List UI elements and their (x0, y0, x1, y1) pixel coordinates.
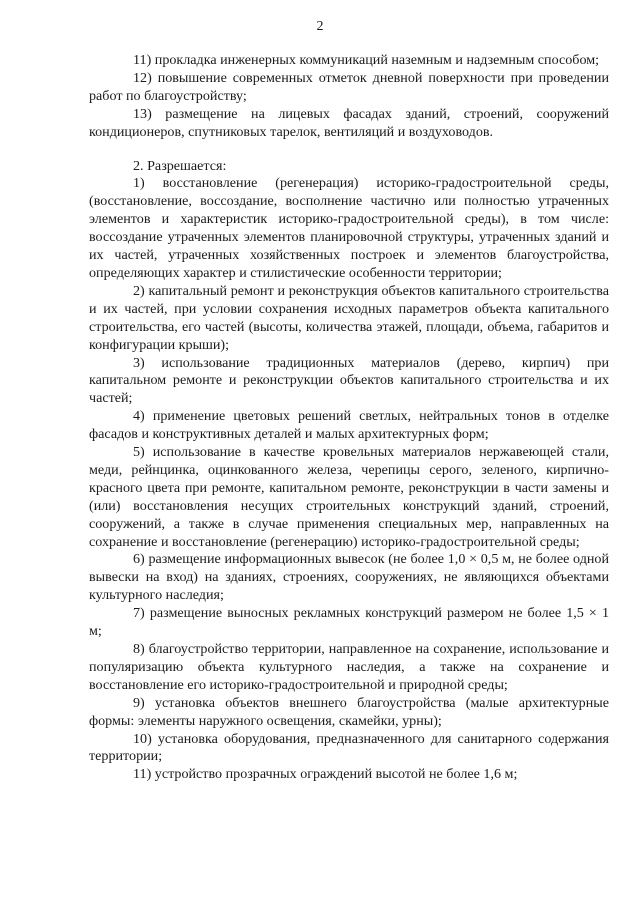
allowed-item-5: 5) использование в качестве кровельных материалов нержавеющей стали, меди, рейнцинка, оцинкованного железа, черепицы серого, зеленого, кирпично-красного цвета при ремонте, капитальном ремонте, реконструкции в части замены и (или) восстановления несущих строительных конструкций зданий, строений, сооружений, а также в случае применения специальных мер, направленных на сохранение и восстановление (регенерацию) историко-градостроительной среды; (89, 444, 609, 550)
prohibited-item-13: 13) размещение на лицевых фасадах зданий, строений, сооружений кондиционеров, спутниковых тарелок, вентиляций и воздуховодов. (89, 105, 609, 140)
allowed-item-6: 6) размещение информационных вывесок (не более 1,0 × 0,5 м, не более одной вывески на вход) на зданиях, строениях, сооружениях, не являющихся объектами культурного наследия; (89, 551, 609, 604)
document-body (89, 52, 609, 784)
allowed-item-10: 10) установка оборудования, предназначенного для санитарного содержания территории; (89, 730, 609, 765)
prohibited-item-11: 11) прокладка инженерных коммуникаций наземным и надземным способом; (133, 52, 600, 68)
allowed-item-8: 8) благоустройство территории, направленное на сохранение, использование и популяризацию объекта культурного наследия, а также на сохранение и восстановление его историко-градостроительной и природной среды; (89, 641, 609, 693)
allowed-item-7: 7) размещение выносных рекламных конструкций размером не более 1,5 × 1 м; (89, 605, 609, 640)
allowed-item-9: 9) установка объектов внешнего благоустройства (малые архитектурные формы: элементы наружного освещения, скамейки, урны); (89, 694, 609, 729)
allowed-item-1: 1) восстановление (регенерация) историко-градостроительной среды, (восстановление, воссоздание, восполнение частично или полностью утраченных элементов и характеристик историко-градостроительной среды), в том числе: воссоздание утраченных элементов планировочной структуры, утраченных зданий и их частей, утраченных хозяйственных построек и элементов благоустройства, определяющих характер и стилистические особенности территории; (89, 175, 609, 281)
prohibited-item-12: 12) повышение современных отметок дневной поверхности при проведении работ по благоустройству; (89, 69, 609, 104)
allowed-item-4: 4) применение цветовых решений светлых, нейтральных тонов в отделке фасадов и конструктивных деталей и малых архитектурных форм; (89, 408, 609, 443)
allowed-item-3: 3) использование традиционных материалов (дерево, кирпич) при капитальном ремонте и реконструкции объектов капитального строительства и их частей; (89, 354, 609, 407)
allowed-item-11: 11) устройство прозрачных ограждений высотой не более 1,6 м; (133, 766, 518, 783)
allowed-item-2: 2) капитальный ремонт и реконструкция объектов капитального строительства и их частей, при условии сохранения исходных параметров объекта капитального строительства, его частей (высоты, количества этажей, площади, объема, габаритов и конфигурации крыши); (89, 282, 609, 353)
page-number: 2 (316, 19, 324, 34)
section-heading-allowed: 2. Разрешается: (133, 157, 227, 174)
